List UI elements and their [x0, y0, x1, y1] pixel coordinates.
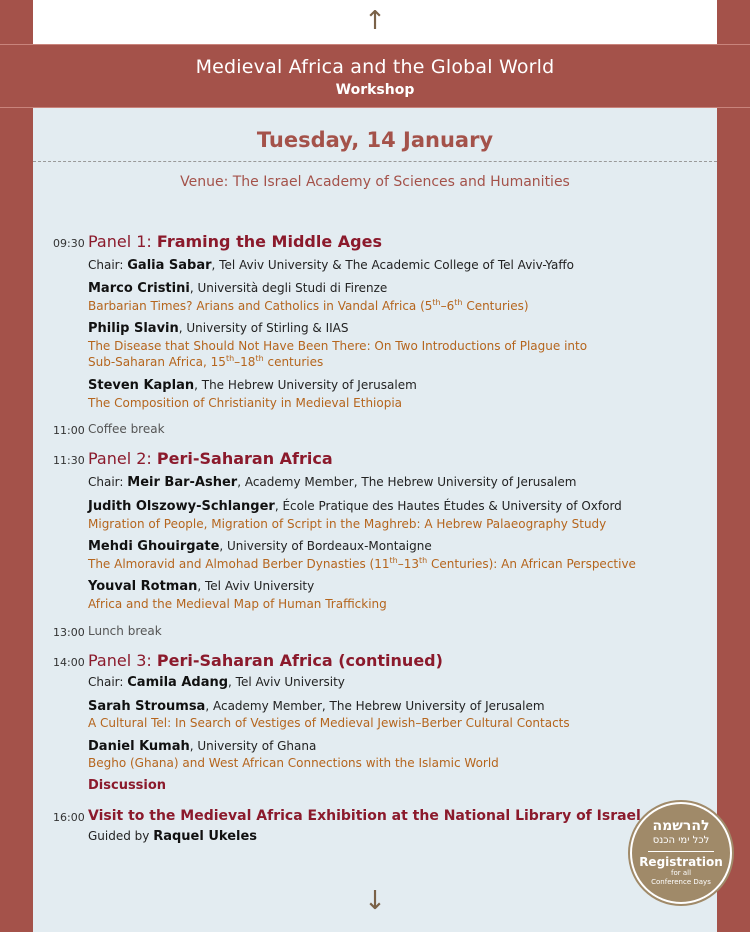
talk-line: The Disease that Should Not Have Been There: On Two Introductions of Plague into [88, 339, 588, 353]
chair-affiliation: , Tel Aviv University [228, 675, 345, 689]
talk-title: The Composition of Christianity in Medieval Ethiopia [88, 396, 403, 410]
speaker-name: Mehdi Ghouirgate [88, 539, 220, 554]
talk-part: centuries [263, 355, 324, 369]
talk-part: Centuries): An African Perspective [427, 557, 636, 571]
talk-title [88, 298, 529, 314]
panel1-title [88, 232, 382, 251]
visit-title: Visit to the Medieval Africa Exhibition at the National Library of Israel [88, 808, 641, 824]
registration-badge[interactable] [630, 802, 732, 904]
speaker-name: Philip Slavin [88, 321, 179, 336]
speaker-name: Sarah Stroumsa [88, 699, 206, 714]
speaker-name: Steven Kaplan [88, 378, 195, 393]
panel1-chair-text [88, 258, 574, 273]
coffee-time: 11:00 [53, 424, 85, 437]
panel2-time: 11:30 [53, 454, 85, 467]
speaker-affiliation: , University of Bordeaux-Montaigne [219, 539, 432, 553]
speaker-name: Daniel Kumah [88, 739, 190, 754]
chair-name: Galia Sabar [127, 258, 212, 273]
talk-title: Begho (Ghana) and West African Connections with the Islamic World [88, 756, 499, 770]
panel3-time: 14:00 [53, 656, 85, 669]
event-title: Medieval Africa and the Global World [195, 56, 555, 78]
talk-line [88, 354, 587, 370]
talk-sup: th [432, 298, 441, 307]
panel2-title [88, 449, 333, 468]
panel3-prefix: Panel 3: [88, 651, 157, 670]
venue-line: Venue: The Israel Academy of Sciences and Humanities [180, 174, 570, 190]
speaker-line [88, 579, 314, 594]
speaker-line [88, 539, 432, 554]
registration-small-1: for all [670, 869, 692, 877]
talk-part: Barbarian Times? Arians and Catholics in Vandal Africa (5 [88, 299, 433, 313]
guide-name: Raquel Ukeles [153, 829, 258, 844]
talk-title: Africa and the Medieval Map of Human Trafficking [88, 597, 387, 611]
speaker-affiliation: , École Pratique des Hautes Études & University of Oxford [274, 499, 622, 513]
speaker-name: Youval Rotman [88, 579, 198, 594]
discussion-label: Discussion [88, 778, 167, 793]
panel1-prefix: Panel 1: [88, 232, 157, 251]
visit-time: 16:00 [53, 811, 85, 824]
chair-affiliation: , Tel Aviv University & The Academic College of Tel Aviv-Yaffo [211, 258, 574, 272]
talk-sup: th [389, 556, 398, 565]
talk-part: –18 [234, 355, 256, 369]
talk-sup: th [255, 354, 264, 363]
talk-sup: th [419, 556, 428, 565]
panel2-prefix: Panel 2: [88, 449, 157, 468]
speaker-affiliation: , Università degli Studi di Firenze [189, 281, 388, 295]
lunch-time: 13:00 [53, 626, 85, 639]
chair-name: Meir Bar-Asher [127, 475, 238, 490]
talk-part: –6 [440, 299, 455, 313]
panel2-chair-text [88, 475, 576, 490]
panel1-time: 09:30 [53, 237, 85, 250]
speaker-affiliation: , University of Stirling & IIAS [178, 321, 349, 335]
chair-affiliation: , Academy Member, The Hebrew University of Jerusalem [237, 475, 577, 489]
guided-by-line [88, 829, 257, 844]
coffee-label: Coffee break [88, 422, 165, 436]
speaker-affiliation: , Academy Member, The Hebrew University of Jerusalem [205, 699, 545, 713]
speaker-name: Judith Olszowy-Schlanger [88, 499, 275, 514]
registration-label: Registration [639, 855, 723, 869]
speaker-line [88, 378, 417, 393]
talk-part: –13 [397, 557, 420, 571]
chair-label: Chair: [88, 675, 128, 689]
event-subtitle: Workshop [335, 82, 415, 98]
panel3-name: Peri-Saharan Africa (continued) [156, 651, 443, 670]
speaker-name: Marco Cristini [88, 281, 190, 296]
program-panel [33, 108, 717, 932]
chair-label: Chair: [88, 258, 128, 272]
registration-hebrew-title: להרשמה [652, 818, 710, 834]
badge-divider [648, 851, 714, 852]
speaker-affiliation: , University of Ghana [189, 739, 317, 753]
chair-label: Chair: [88, 475, 128, 489]
speaker-line [88, 321, 349, 336]
talk-sup: th [454, 298, 463, 307]
speaker-line [88, 699, 545, 714]
panel1-name: Framing the Middle Ages [156, 232, 382, 251]
talk-sup: th [225, 354, 235, 363]
speaker-affiliation: , The Hebrew University of Jerusalem [194, 378, 417, 392]
panel3-title [88, 651, 443, 670]
day-divider [33, 161, 717, 162]
lunch-label: Lunch break [88, 624, 162, 638]
panel2-name: Peri-Saharan Africa [156, 449, 333, 468]
talk-title: A Cultural Tel: In Search of Vestiges of Medieval Jewish–Berber Cultural Contacts [88, 716, 570, 730]
panel3-chair-text [88, 675, 345, 690]
talk-part: The Almoravid and Almohad Berber Dynasties (11 [88, 557, 390, 571]
scroll-down-arrow-icon[interactable]: ↓ [364, 886, 386, 916]
registration-hebrew-sub: לכל ימי הכנס [652, 835, 710, 846]
talk-title [88, 338, 587, 370]
talk-title [88, 556, 636, 572]
talk-part: Centuries) [462, 299, 529, 313]
speaker-line [88, 739, 316, 754]
speaker-line [88, 281, 387, 296]
guided-label: Guided by [88, 829, 154, 843]
speaker-affiliation: , Tel Aviv University [197, 579, 315, 593]
speaker-line [88, 499, 622, 514]
registration-small-2: Conference Days [651, 878, 711, 886]
talk-title: Migration of People, Migration of Script in the Maghreb: A Hebrew Palaeography Study [88, 517, 607, 531]
day-heading: Tuesday, 14 January [256, 128, 494, 152]
talk-part: Sub-Saharan Africa, 15 [88, 355, 226, 369]
scroll-up-arrow-icon[interactable]: ↑ [364, 6, 386, 36]
top-strip [33, 0, 717, 44]
event-banner [0, 44, 750, 108]
chair-name: Camila Adang [127, 675, 229, 690]
